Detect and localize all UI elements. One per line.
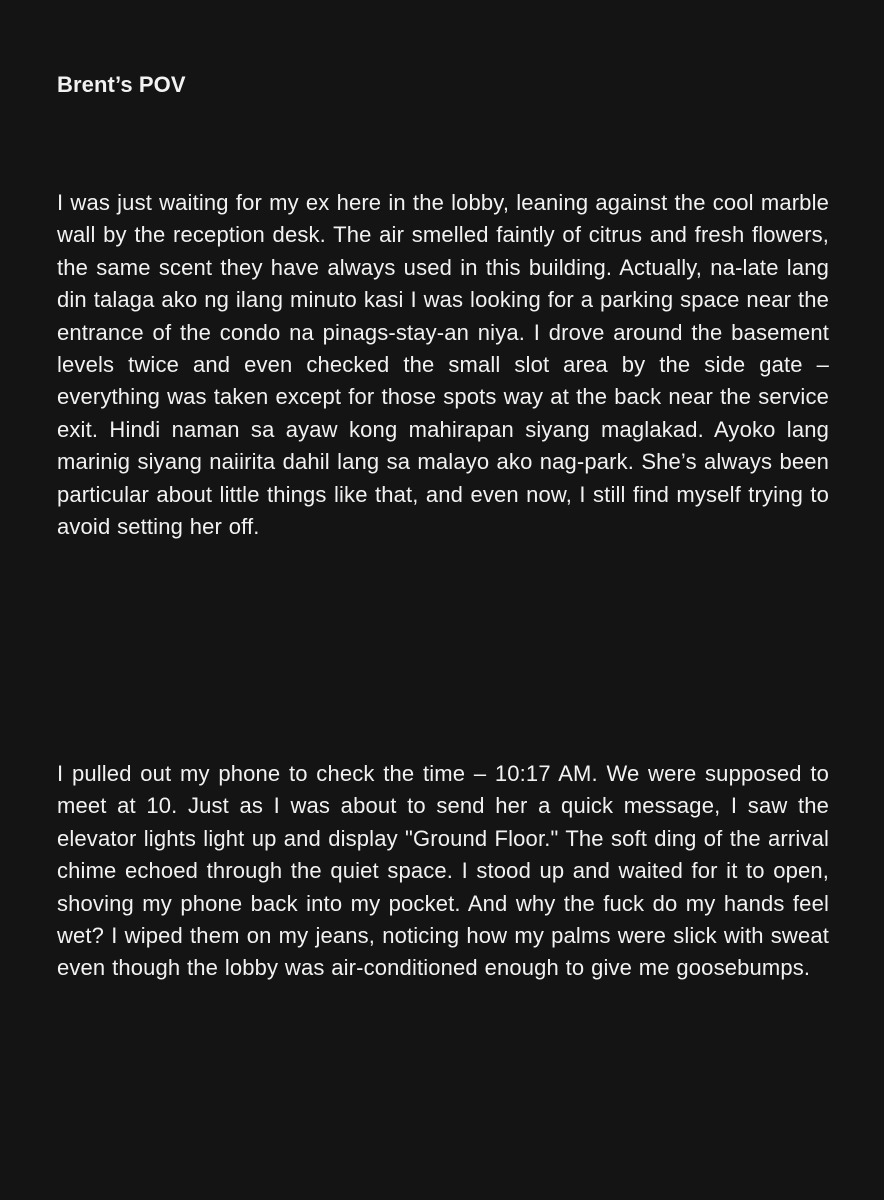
story-paragraph-2: I pulled out my phone to check the time – 10:17 AM. We were supposed to meet at 10. Just as I was about to send her a quick message, I saw the elevator lights light up and display "Ground Floor." The soft ding of the arrival chime echoed through the quiet space. I stood up and waited for it to open, shoving my phone back into my pocket. And why the fuck do my hands feel wet? I wiped them on my jeans, noticing how my palms were slick with sweat even though the lobby was air-conditioned enough to give me goosebumps.: [57, 761, 829, 981]
chapter-heading: Brent’s POV: [57, 72, 186, 97]
story-paragraph-1: I was just waiting for my ex here in the lobby, leaning against the cool marble wall by the reception desk. The air smelled faintly of citrus and fresh flowers, the same scent they have always used in this building. Actually, na-late lang din talaga ako ng ilang minuto kasi I was looking for a parking space near the entrance of the condo na pinags-stay-an niya. I drove around the basement levels twice and even checked the small slot area by the side gate – everything was taken except for those spots way at the back near the service exit. Hindi naman sa ayaw kong mahirapan siyang maglakad. Ayoko lang marinig siyang naiirita dahil lang sa malayo ako nag-park. She’s always been particular about little things like that, and even now, I still find myself trying to avoid setting her off.: [57, 190, 829, 540]
